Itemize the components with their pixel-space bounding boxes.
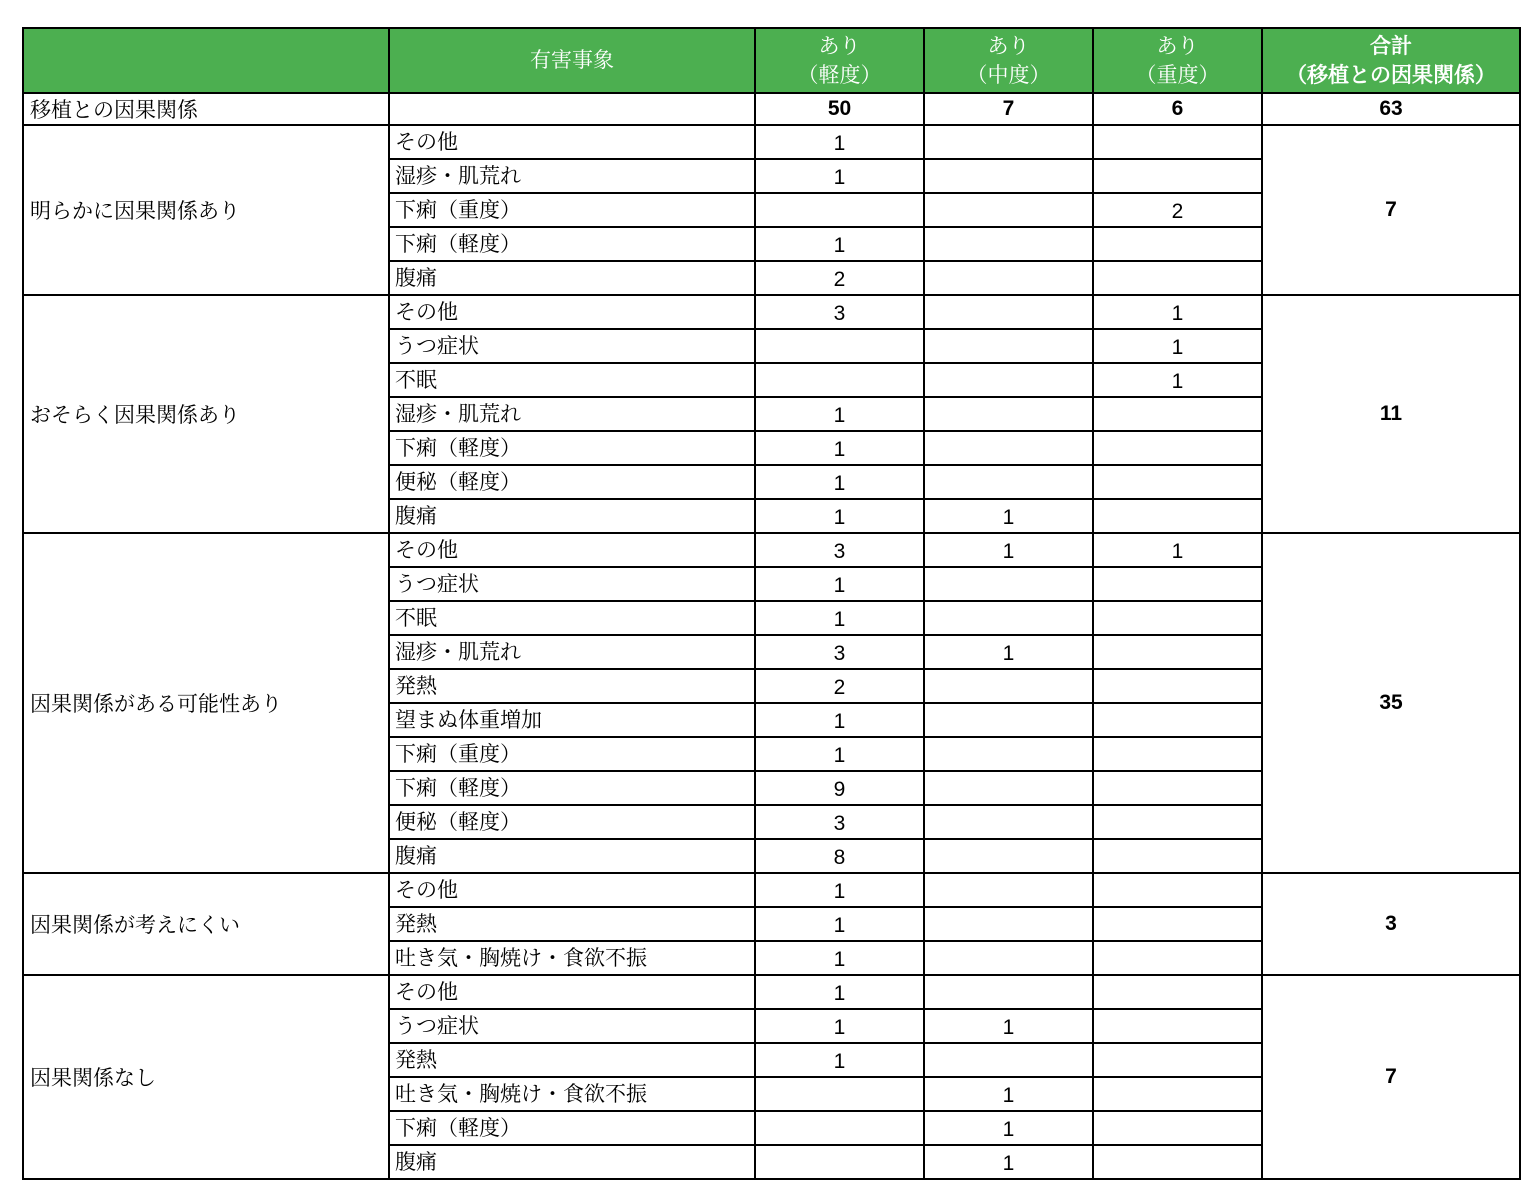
count-mild: 1 xyxy=(755,567,924,601)
table-row xyxy=(23,125,1520,159)
count-severe xyxy=(1093,1043,1262,1077)
table-row xyxy=(23,873,1520,907)
group-total: 11 xyxy=(1262,295,1520,533)
count-moderate: 1 xyxy=(924,533,1093,567)
event-name: 便秘（軽度） xyxy=(389,465,755,499)
count-mild: 1 xyxy=(755,125,924,159)
count-mild: 1 xyxy=(755,431,924,465)
count-severe xyxy=(1093,805,1262,839)
event-name: うつ症状 xyxy=(389,567,755,601)
count-severe xyxy=(1093,669,1262,703)
count-mild: 1 xyxy=(755,1043,924,1077)
group-label: 因果関係なし xyxy=(23,975,389,1179)
header-severe xyxy=(1093,28,1262,93)
count-moderate xyxy=(924,703,1093,737)
count-mild: 9 xyxy=(755,771,924,805)
header-moderate-line2: （中度） xyxy=(966,62,1051,87)
summary-event-blank xyxy=(389,93,755,125)
event-name: 下痢（軽度） xyxy=(389,431,755,465)
count-severe xyxy=(1093,1009,1262,1043)
count-moderate xyxy=(924,397,1093,431)
count-severe xyxy=(1093,1145,1262,1179)
event-name: 吐き気・胸焼け・食欲不振 xyxy=(389,941,755,975)
count-mild xyxy=(755,1145,924,1179)
header-blank xyxy=(23,28,389,93)
count-moderate: 1 xyxy=(924,1009,1093,1043)
group-total: 35 xyxy=(1262,533,1520,873)
count-mild: 1 xyxy=(755,159,924,193)
count-moderate: 1 xyxy=(924,1145,1093,1179)
count-mild xyxy=(755,1111,924,1145)
count-severe xyxy=(1093,941,1262,975)
count-mild: 1 xyxy=(755,975,924,1009)
count-mild: 3 xyxy=(755,635,924,669)
count-moderate xyxy=(924,329,1093,363)
header-severe-line1: あり xyxy=(1156,33,1199,58)
count-mild: 1 xyxy=(755,601,924,635)
header-total xyxy=(1262,28,1520,93)
count-moderate xyxy=(924,669,1093,703)
summary-moderate: 7 xyxy=(924,93,1093,125)
event-name: 発熱 xyxy=(389,669,755,703)
count-moderate: 1 xyxy=(924,1111,1093,1145)
event-name: 不眠 xyxy=(389,601,755,635)
event-name: 下痢（重度） xyxy=(389,193,755,227)
count-moderate xyxy=(924,771,1093,805)
count-moderate xyxy=(924,261,1093,295)
count-mild xyxy=(755,193,924,227)
event-name: その他 xyxy=(389,975,755,1009)
count-moderate: 1 xyxy=(924,1077,1093,1111)
count-severe xyxy=(1093,261,1262,295)
count-severe xyxy=(1093,635,1262,669)
group-label: 因果関係が考えにくい xyxy=(23,873,389,975)
count-mild: 2 xyxy=(755,261,924,295)
group-label: 因果関係がある可能性あり xyxy=(23,533,389,873)
count-mild: 1 xyxy=(755,907,924,941)
count-severe xyxy=(1093,159,1262,193)
event-name: 不眠 xyxy=(389,363,755,397)
group-total: 7 xyxy=(1262,125,1520,295)
count-moderate xyxy=(924,159,1093,193)
count-severe xyxy=(1093,737,1262,771)
event-name: うつ症状 xyxy=(389,329,755,363)
event-name: 腹痛 xyxy=(389,261,755,295)
count-severe xyxy=(1093,465,1262,499)
count-mild: 3 xyxy=(755,533,924,567)
adverse-event-table xyxy=(22,27,1521,1180)
count-severe: 1 xyxy=(1093,363,1262,397)
count-moderate: 1 xyxy=(924,499,1093,533)
count-moderate xyxy=(924,839,1093,873)
event-name: 腹痛 xyxy=(389,839,755,873)
event-name: 湿疹・肌荒れ xyxy=(389,635,755,669)
table-row xyxy=(23,533,1520,567)
summary-total: 63 xyxy=(1262,93,1520,125)
count-mild xyxy=(755,363,924,397)
count-moderate xyxy=(924,431,1093,465)
count-mild: 1 xyxy=(755,941,924,975)
header-total-line1: 合計 xyxy=(1370,33,1412,58)
count-severe xyxy=(1093,431,1262,465)
count-severe: 1 xyxy=(1093,329,1262,363)
count-severe xyxy=(1093,567,1262,601)
group-label: 明らかに因果関係あり xyxy=(23,125,389,295)
event-name: その他 xyxy=(389,125,755,159)
group-label: おそらく因果関係あり xyxy=(23,295,389,533)
header-moderate-line1: あり xyxy=(987,33,1030,58)
count-severe: 1 xyxy=(1093,533,1262,567)
count-severe xyxy=(1093,125,1262,159)
event-name: 発熱 xyxy=(389,907,755,941)
count-moderate xyxy=(924,941,1093,975)
count-severe xyxy=(1093,907,1262,941)
count-severe xyxy=(1093,1111,1262,1145)
event-name: 腹痛 xyxy=(389,1145,755,1179)
event-name: 下痢（重度） xyxy=(389,737,755,771)
event-name: 便秘（軽度） xyxy=(389,805,755,839)
summary-label: 移植との因果関係 xyxy=(23,93,389,125)
count-severe xyxy=(1093,397,1262,431)
event-name: その他 xyxy=(389,533,755,567)
event-name: その他 xyxy=(389,295,755,329)
count-mild: 1 xyxy=(755,873,924,907)
count-moderate xyxy=(924,805,1093,839)
count-moderate xyxy=(924,363,1093,397)
header-mild-line1: あり xyxy=(818,33,861,58)
count-mild: 1 xyxy=(755,703,924,737)
event-name: 下痢（軽度） xyxy=(389,1111,755,1145)
count-moderate xyxy=(924,737,1093,771)
header-adverse-event: 有害事象 xyxy=(389,28,755,93)
header-total-line2: （移植との因果関係） xyxy=(1286,62,1496,87)
count-mild: 1 xyxy=(755,227,924,261)
count-mild: 8 xyxy=(755,839,924,873)
count-severe xyxy=(1093,499,1262,533)
event-name: うつ症状 xyxy=(389,1009,755,1043)
summary-mild: 50 xyxy=(755,93,924,125)
header-row xyxy=(23,28,1520,93)
count-moderate xyxy=(924,295,1093,329)
header-mild xyxy=(755,28,924,93)
count-mild: 3 xyxy=(755,295,924,329)
event-name: 下痢（軽度） xyxy=(389,227,755,261)
event-name: その他 xyxy=(389,873,755,907)
group-total: 7 xyxy=(1262,975,1520,1179)
event-name: 発熱 xyxy=(389,1043,755,1077)
count-mild xyxy=(755,329,924,363)
count-mild: 1 xyxy=(755,397,924,431)
count-moderate xyxy=(924,873,1093,907)
count-mild: 1 xyxy=(755,465,924,499)
count-moderate xyxy=(924,907,1093,941)
count-severe xyxy=(1093,601,1262,635)
event-name: 吐き気・胸焼け・食欲不振 xyxy=(389,1077,755,1111)
count-mild: 1 xyxy=(755,1009,924,1043)
count-severe: 2 xyxy=(1093,193,1262,227)
count-severe xyxy=(1093,873,1262,907)
summary-row xyxy=(23,93,1520,125)
count-mild: 1 xyxy=(755,499,924,533)
count-severe xyxy=(1093,227,1262,261)
header-mild-line2: （軽度） xyxy=(797,62,882,87)
count-severe xyxy=(1093,1077,1262,1111)
count-severe xyxy=(1093,771,1262,805)
summary-severe: 6 xyxy=(1093,93,1262,125)
group-total: 3 xyxy=(1262,873,1520,975)
table-row xyxy=(23,295,1520,329)
event-name: 腹痛 xyxy=(389,499,755,533)
count-moderate xyxy=(924,193,1093,227)
count-moderate xyxy=(924,975,1093,1009)
count-mild: 1 xyxy=(755,737,924,771)
count-moderate xyxy=(924,465,1093,499)
count-moderate xyxy=(924,601,1093,635)
count-moderate: 1 xyxy=(924,635,1093,669)
count-severe xyxy=(1093,703,1262,737)
event-name: 湿疹・肌荒れ xyxy=(389,397,755,431)
table-row xyxy=(23,975,1520,1009)
count-severe xyxy=(1093,975,1262,1009)
count-mild: 3 xyxy=(755,805,924,839)
count-severe: 1 xyxy=(1093,295,1262,329)
count-moderate xyxy=(924,227,1093,261)
count-severe xyxy=(1093,839,1262,873)
header-severe-line2: （重度） xyxy=(1135,62,1220,87)
header-moderate xyxy=(924,28,1093,93)
event-name: 湿疹・肌荒れ xyxy=(389,159,755,193)
event-name: 下痢（軽度） xyxy=(389,771,755,805)
event-name: 望まぬ体重増加 xyxy=(389,703,755,737)
count-mild: 2 xyxy=(755,669,924,703)
count-moderate xyxy=(924,1043,1093,1077)
count-mild xyxy=(755,1077,924,1111)
count-moderate xyxy=(924,125,1093,159)
count-moderate xyxy=(924,567,1093,601)
